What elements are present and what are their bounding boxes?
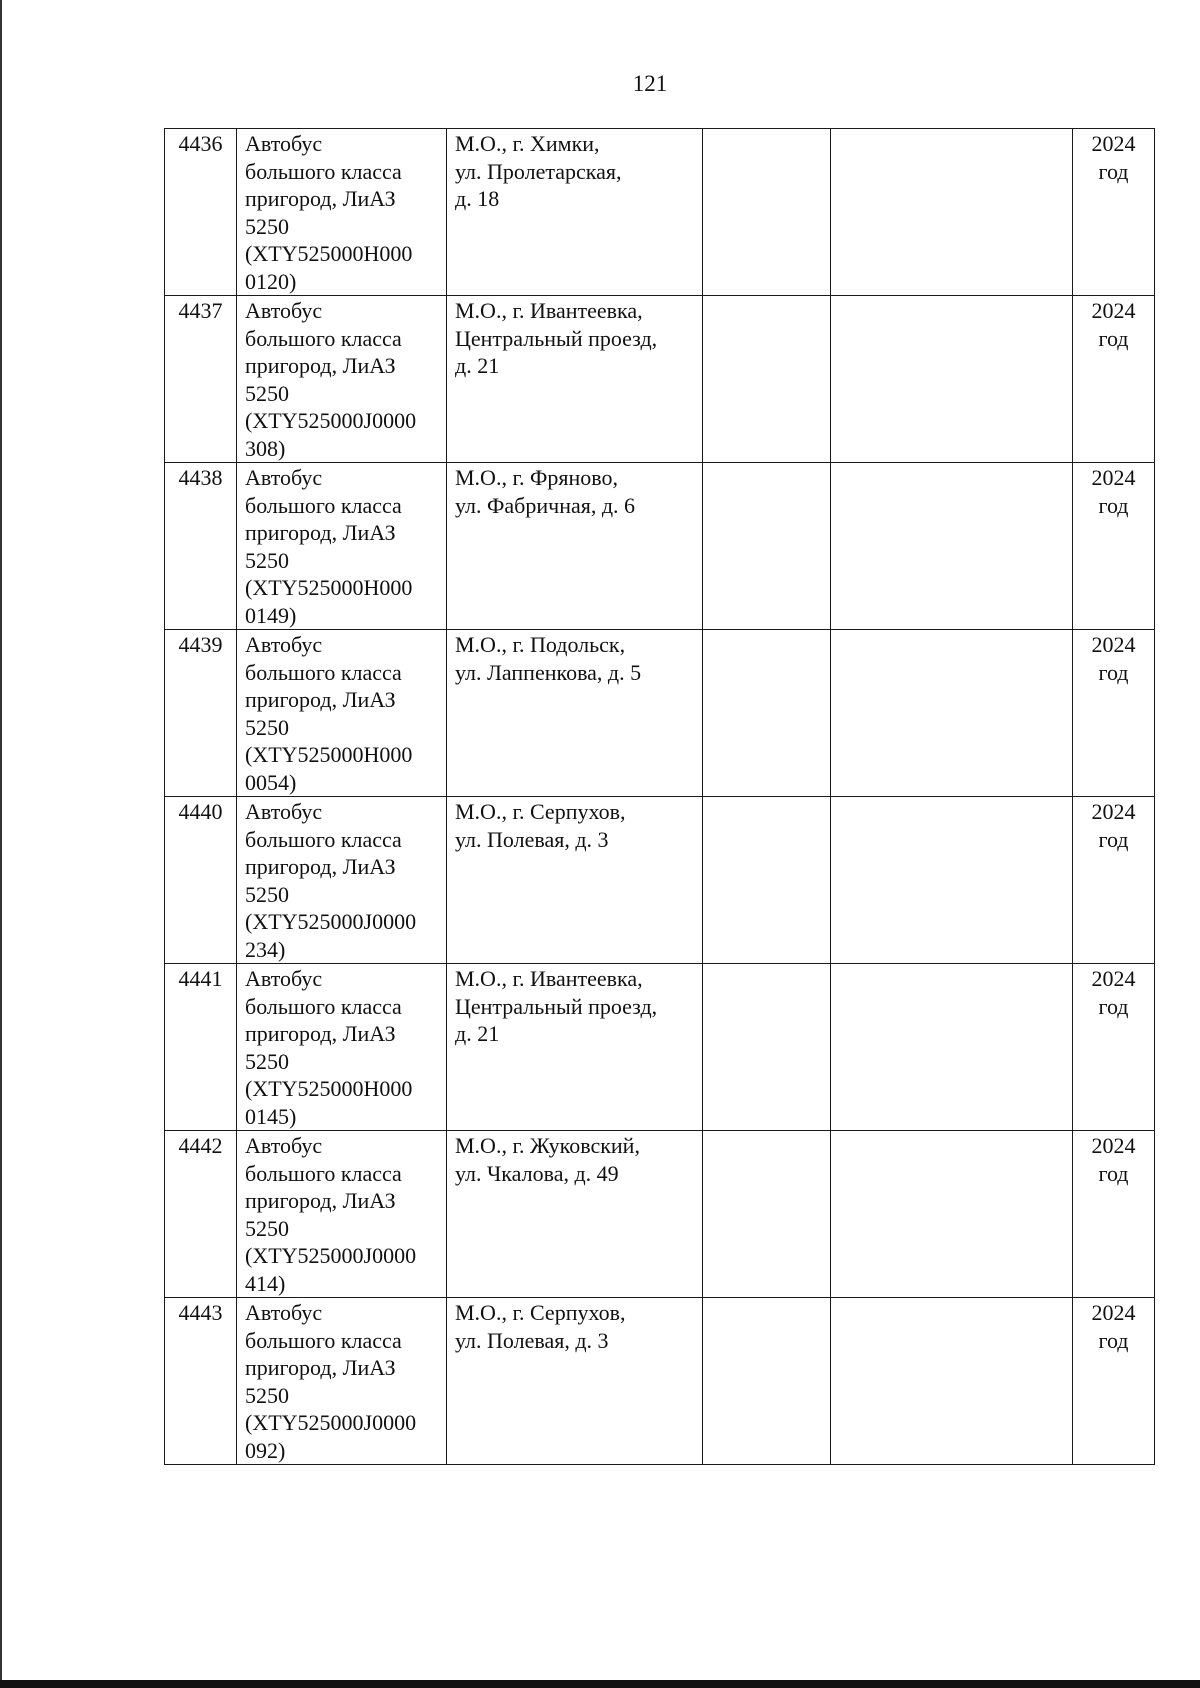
address-line: Центральный проезд, xyxy=(455,325,658,351)
vehicle-line: 414) xyxy=(245,1270,286,1296)
empty-cell-4 xyxy=(703,630,831,797)
year-line: 2024 xyxy=(1091,966,1136,991)
vehicle-line: 5250 xyxy=(245,1382,289,1408)
year-cell xyxy=(1073,1131,1155,1298)
row-number-cell: 4436 xyxy=(165,129,237,296)
vehicle-line: большого класса xyxy=(245,492,402,518)
page-number: 121 xyxy=(632,71,668,96)
vehicle-cell xyxy=(237,1131,447,1298)
address-line: д. 21 xyxy=(455,353,500,378)
table-row xyxy=(165,296,1155,463)
address-cell xyxy=(447,630,703,797)
empty-cell-5 xyxy=(831,1298,1073,1465)
address-line: ул. Лаппенкова, д. 5 xyxy=(455,659,642,685)
vehicle-line: (XTY525000H000 xyxy=(245,241,413,266)
address-line: ул. Фабричная, д. 6 xyxy=(455,492,636,518)
year-line: год xyxy=(1098,1327,1129,1353)
vehicle-line: (XTY525000H000 xyxy=(245,742,413,767)
empty-cell-4 xyxy=(703,1131,831,1298)
address-line: ул. Чкалова, д. 49 xyxy=(455,1160,619,1186)
table-row xyxy=(165,129,1155,296)
vehicle-line: пригород, ЛиАЗ xyxy=(245,353,396,378)
year-line: год xyxy=(1098,1160,1129,1186)
vehicle-line: Автобус xyxy=(245,799,323,824)
year-line: 2024 xyxy=(1091,1300,1136,1325)
address-line: д. 18 xyxy=(455,186,500,211)
year-cell xyxy=(1073,129,1155,296)
empty-cell-5 xyxy=(831,797,1073,964)
empty-cell-5 xyxy=(831,296,1073,463)
empty-cell-5 xyxy=(831,1131,1073,1298)
vehicle-line: Автобус xyxy=(245,1300,323,1325)
vehicle-line: (XTY525000J0000 xyxy=(245,408,417,433)
vehicle-line: 5250 xyxy=(245,714,289,740)
address-line: М.О., г. Подольск, xyxy=(455,632,626,657)
empty-cell-4 xyxy=(703,1298,831,1465)
vehicle-line: (XTY525000J0000 xyxy=(245,909,417,934)
row-number-cell: 4438 xyxy=(165,463,237,630)
year-line: год xyxy=(1098,492,1129,518)
address-line: ул. Полевая, д. 3 xyxy=(455,826,609,852)
year-line: год xyxy=(1098,158,1129,184)
vehicle-line: Автобус xyxy=(245,131,323,156)
address-cell xyxy=(447,1298,703,1465)
vehicle-line: 308) xyxy=(245,435,286,461)
address-line: ул. Полевая, д. 3 xyxy=(455,1327,609,1353)
vehicle-line: 5250 xyxy=(245,881,289,907)
address-line: ул. Пролетарская, xyxy=(455,158,622,184)
row-number-cell: 4440 xyxy=(165,797,237,964)
address-line: М.О., г. Ивантеевка, xyxy=(455,966,643,991)
empty-cell-4 xyxy=(703,463,831,630)
vehicle-line: 0149) xyxy=(245,602,297,628)
vehicle-cell xyxy=(237,296,447,463)
address-cell xyxy=(447,129,703,296)
empty-cell-4 xyxy=(703,129,831,296)
address-line: д. 21 xyxy=(455,1021,500,1046)
row-number-cell: 4437 xyxy=(165,296,237,463)
vehicle-line: Автобус xyxy=(245,632,323,657)
empty-cell-5 xyxy=(831,463,1073,630)
table-row xyxy=(165,1298,1155,1465)
vehicle-line: большого класса xyxy=(245,1160,402,1186)
vehicle-line: большого класса xyxy=(245,158,402,184)
address-line: Центральный проезд, xyxy=(455,993,658,1019)
vehicle-line: 5250 xyxy=(245,1048,289,1074)
scan-left-edge xyxy=(0,0,2,1688)
address-cell xyxy=(447,964,703,1131)
vehicle-cell xyxy=(237,630,447,797)
vehicle-line: пригород, ЛиАЗ xyxy=(245,186,396,211)
vehicle-cell xyxy=(237,1298,447,1465)
address-cell xyxy=(447,463,703,630)
address-line: М.О., г. Ивантеевка, xyxy=(455,298,643,323)
year-line: 2024 xyxy=(1091,1133,1136,1158)
table-body xyxy=(165,129,1155,1465)
empty-cell-5 xyxy=(831,630,1073,797)
year-cell xyxy=(1073,1298,1155,1465)
vehicle-line: (XTY525000H000 xyxy=(245,575,413,600)
vehicle-line: Автобус xyxy=(245,298,323,323)
vehicle-line: большого класса xyxy=(245,993,402,1019)
address-line: М.О., г. Серпухов, xyxy=(455,799,626,824)
year-line: год xyxy=(1098,659,1129,685)
year-cell xyxy=(1073,630,1155,797)
vehicle-cell xyxy=(237,129,447,296)
vehicle-line: пригород, ЛиАЗ xyxy=(245,1355,396,1380)
vehicle-line: 0054) xyxy=(245,769,297,795)
vehicle-line: (XTY525000J0000 xyxy=(245,1410,417,1435)
row-number-cell: 4441 xyxy=(165,964,237,1131)
vehicle-line: 092) xyxy=(245,1437,286,1463)
address-cell xyxy=(447,296,703,463)
vehicle-line: пригород, ЛиАЗ xyxy=(245,854,396,879)
address-line: М.О., г. Химки, xyxy=(455,131,600,156)
year-line: год xyxy=(1098,325,1129,351)
address-line: М.О., г. Жуковский, xyxy=(455,1133,640,1158)
empty-cell-4 xyxy=(703,964,831,1131)
vehicle-line: 0145) xyxy=(245,1103,297,1129)
table-row xyxy=(165,964,1155,1131)
empty-cell-4 xyxy=(703,797,831,964)
vehicle-line: 234) xyxy=(245,936,286,962)
vehicle-line: (XTY525000J0000 xyxy=(245,1243,417,1268)
vehicle-line: 5250 xyxy=(245,547,289,573)
scan-bottom-edge xyxy=(0,1680,1200,1688)
row-number-cell: 4443 xyxy=(165,1298,237,1465)
empty-cell-4 xyxy=(703,296,831,463)
vehicle-line: Автобус xyxy=(245,1133,323,1158)
year-line: 2024 xyxy=(1091,131,1136,156)
vehicle-line: пригород, ЛиАЗ xyxy=(245,520,396,545)
address-cell xyxy=(447,1131,703,1298)
vehicle-line: пригород, ЛиАЗ xyxy=(245,687,396,712)
year-cell xyxy=(1073,964,1155,1131)
year-cell xyxy=(1073,463,1155,630)
year-line: 2024 xyxy=(1091,298,1136,323)
row-number-cell: 4439 xyxy=(165,630,237,797)
vehicle-line: большого класса xyxy=(245,659,402,685)
year-line: год xyxy=(1098,993,1129,1019)
vehicle-line: пригород, ЛиАЗ xyxy=(245,1188,396,1213)
year-cell xyxy=(1073,296,1155,463)
vehicle-line: 5250 xyxy=(245,1215,289,1241)
vehicle-line: Автобус xyxy=(245,966,323,991)
row-number-cell: 4442 xyxy=(165,1131,237,1298)
vehicle-line: большого класса xyxy=(245,826,402,852)
vehicle-line: пригород, ЛиАЗ xyxy=(245,1021,396,1046)
vehicle-table xyxy=(164,128,1155,1465)
table-row xyxy=(165,1131,1155,1298)
vehicle-line: большого класса xyxy=(245,1327,402,1353)
vehicle-cell xyxy=(237,964,447,1131)
address-cell xyxy=(447,797,703,964)
table-row xyxy=(165,630,1155,797)
vehicle-line: (XTY525000H000 xyxy=(245,1076,413,1101)
vehicle-cell xyxy=(237,463,447,630)
year-cell xyxy=(1073,797,1155,964)
year-line: 2024 xyxy=(1091,632,1136,657)
table-row xyxy=(165,797,1155,964)
vehicle-line: большого класса xyxy=(245,325,402,351)
address-line: М.О., г. Фряново, xyxy=(455,465,619,490)
empty-cell-5 xyxy=(831,964,1073,1131)
vehicle-cell xyxy=(237,797,447,964)
empty-cell-5 xyxy=(831,129,1073,296)
vehicle-line: 5250 xyxy=(245,213,289,239)
year-line: 2024 xyxy=(1091,465,1136,490)
year-line: год xyxy=(1098,826,1129,852)
table-row xyxy=(165,463,1155,630)
year-line: 2024 xyxy=(1091,799,1136,824)
vehicle-line: 0120) xyxy=(245,268,297,294)
vehicle-line: 5250 xyxy=(245,380,289,406)
address-line: М.О., г. Серпухов, xyxy=(455,1300,626,1325)
vehicle-line: Автобус xyxy=(245,465,323,490)
